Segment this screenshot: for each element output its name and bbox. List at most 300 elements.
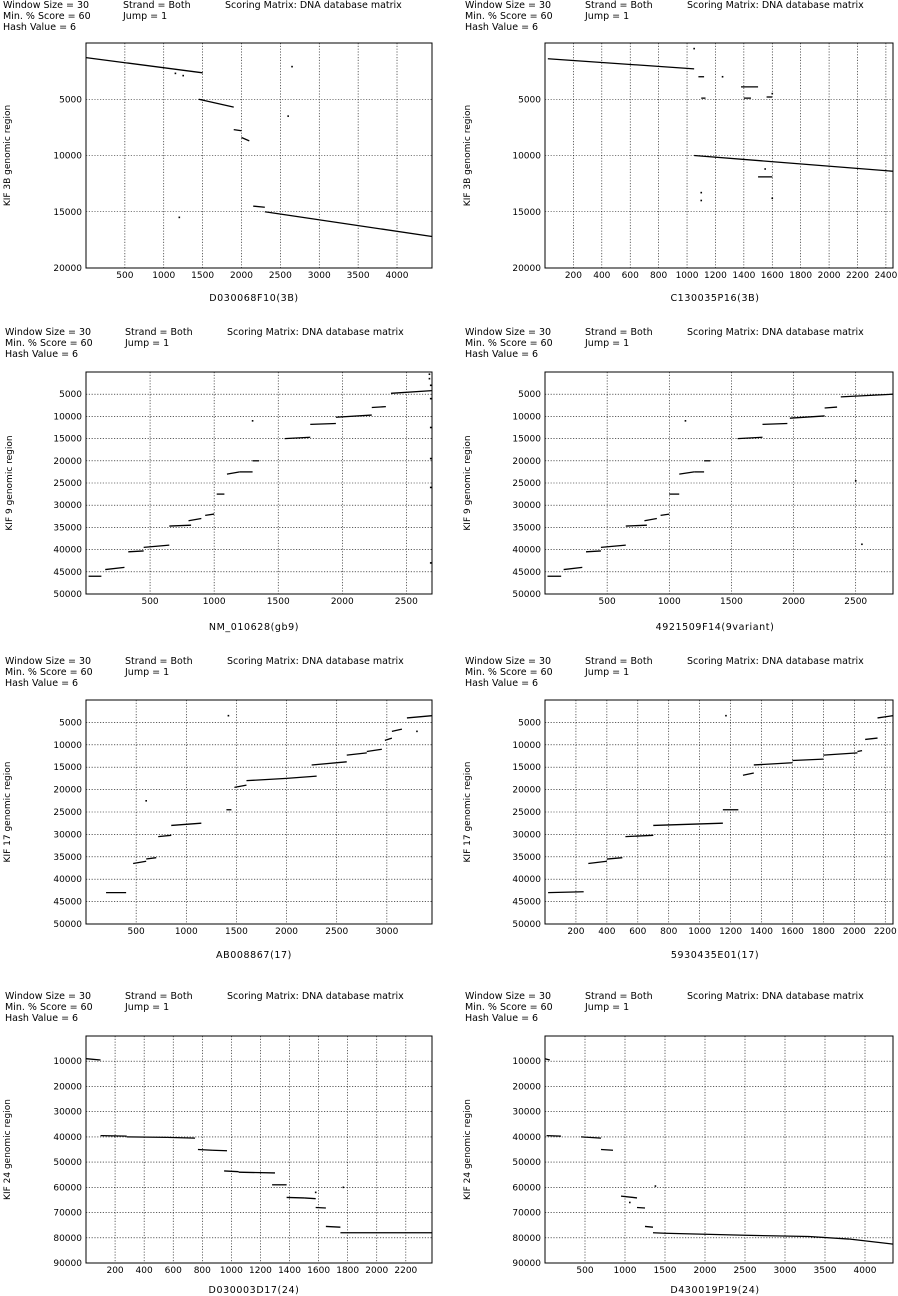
y-tick-label: 15000 bbox=[512, 763, 541, 774]
x-tick-label: 1000 bbox=[202, 597, 226, 607]
x-tick-label: 1500 bbox=[191, 271, 215, 281]
x-tick-label: 500 bbox=[141, 597, 159, 607]
x-tick-label: 1600 bbox=[781, 927, 804, 937]
y-tick-label: 40000 bbox=[512, 875, 541, 886]
match-segment bbox=[545, 1059, 550, 1060]
match-segment bbox=[101, 1136, 127, 1137]
header-window-size: Window Size = 30 bbox=[5, 327, 92, 338]
match-segment bbox=[823, 753, 857, 755]
match-segment bbox=[792, 759, 823, 760]
header-jump: Jump = 1 bbox=[585, 1002, 630, 1013]
header-min-score: Min. % Score = 60 bbox=[465, 11, 553, 22]
x-tick-label: 2400 bbox=[874, 271, 898, 281]
y-tick-label: 40000 bbox=[53, 545, 82, 556]
match-segment bbox=[849, 1239, 893, 1244]
x-tick-label: 1500 bbox=[224, 927, 248, 937]
x-tick-label: 2000 bbox=[275, 927, 299, 937]
match-segment bbox=[146, 858, 156, 859]
x-tick-label: 2200 bbox=[846, 271, 869, 281]
match-dot bbox=[228, 715, 230, 717]
match-dot bbox=[182, 75, 184, 77]
x-tick-label: 1400 bbox=[278, 1266, 301, 1276]
match-segment bbox=[644, 519, 656, 521]
x-tick-label: 1200 bbox=[719, 927, 743, 937]
x-tick-label: 1400 bbox=[732, 271, 756, 281]
header-strand: Strand = Both bbox=[125, 991, 193, 1002]
header-jump: Jump = 1 bbox=[585, 338, 630, 349]
header-hash-value: Hash Value = 6 bbox=[5, 678, 79, 689]
match-dot bbox=[861, 543, 863, 545]
y-axis-title: KIF 17 genomic region bbox=[3, 761, 13, 863]
match-segment bbox=[637, 1208, 645, 1209]
y-axis-title: KIF 24 genomic region bbox=[3, 1099, 13, 1200]
match-segment bbox=[133, 861, 146, 863]
y-tick-label: 15000 bbox=[53, 763, 82, 774]
match-segment bbox=[158, 835, 171, 836]
match-segment bbox=[547, 1136, 561, 1137]
x-tick-label: 1600 bbox=[307, 1266, 331, 1276]
x-tick-label: 1000 bbox=[657, 597, 681, 607]
dotplot-panel bbox=[3, 0, 432, 304]
header-jump: Jump = 1 bbox=[123, 11, 168, 22]
match-dot bbox=[287, 115, 289, 117]
match-segment bbox=[392, 729, 402, 731]
match-segment bbox=[754, 763, 793, 765]
y-tick-label: 5000 bbox=[518, 718, 541, 729]
y-tick-label: 25000 bbox=[512, 479, 541, 489]
x-tick-label: 2500 bbox=[844, 597, 868, 607]
header-scoring-matrix: Scoring Matrix: DNA database matrix bbox=[687, 327, 864, 338]
y-axis-title: KIF 9 genomic region bbox=[5, 435, 15, 531]
match-dot bbox=[700, 200, 702, 202]
x-tick-label: 1600 bbox=[760, 271, 784, 281]
x-tick-label: 600 bbox=[621, 271, 639, 281]
x-tick-label: 800 bbox=[650, 271, 668, 281]
match-dot bbox=[430, 458, 432, 460]
match-segment bbox=[407, 716, 432, 718]
match-dot bbox=[343, 1187, 345, 1189]
match-segment bbox=[548, 892, 584, 893]
y-tick-label: 5000 bbox=[518, 95, 541, 106]
x-tick-label: 1800 bbox=[811, 927, 835, 937]
match-segment bbox=[586, 551, 601, 552]
y-axis-title: KIF 17 genomic region bbox=[463, 761, 473, 863]
y-tick-label: 5000 bbox=[518, 390, 541, 401]
header-window-size: Window Size = 30 bbox=[465, 991, 552, 1002]
y-tick-label: 20000 bbox=[512, 785, 541, 796]
header-hash-value: Hash Value = 6 bbox=[465, 678, 539, 689]
x-tick-label: 1200 bbox=[703, 271, 727, 281]
header-window-size: Window Size = 30 bbox=[465, 656, 552, 667]
x-tick-label: 200 bbox=[564, 271, 583, 281]
match-segment bbox=[199, 99, 234, 107]
match-segment bbox=[239, 1172, 275, 1173]
x-tick-label: 400 bbox=[598, 927, 616, 937]
match-segment bbox=[745, 1235, 809, 1236]
match-segment bbox=[679, 472, 694, 474]
header-jump: Jump = 1 bbox=[125, 1002, 170, 1013]
match-segment bbox=[385, 738, 392, 740]
y-tick-label: 10000 bbox=[53, 1057, 82, 1068]
match-dot bbox=[855, 480, 857, 482]
header-min-score: Min. % Score = 60 bbox=[3, 11, 91, 22]
y-tick-label: 80000 bbox=[512, 1233, 541, 1244]
x-axis-title: 4921509F14(9variant) bbox=[655, 622, 775, 633]
match-segment bbox=[607, 858, 622, 859]
dotplot-panel bbox=[5, 327, 432, 633]
match-dot bbox=[315, 1192, 317, 1194]
match-segment bbox=[601, 1150, 613, 1151]
y-tick-label: 70000 bbox=[512, 1208, 541, 1219]
y-tick-label: 50000 bbox=[512, 590, 541, 600]
x-tick-label: 2000 bbox=[330, 597, 354, 607]
x-tick-label: 1800 bbox=[789, 271, 813, 281]
y-tick-label: 45000 bbox=[53, 897, 82, 908]
match-segment bbox=[205, 514, 214, 515]
x-tick-label: 800 bbox=[660, 927, 678, 937]
y-tick-label: 20000 bbox=[512, 1082, 541, 1093]
header-window-size: Window Size = 30 bbox=[5, 991, 92, 1002]
y-tick-label: 50000 bbox=[53, 920, 82, 930]
y-tick-label: 5000 bbox=[59, 95, 82, 106]
x-axis-title: D430019P19(24) bbox=[670, 1285, 760, 1296]
x-tick-label: 2500 bbox=[325, 927, 349, 937]
x-tick-label: 2000 bbox=[693, 1266, 717, 1276]
match-dot bbox=[771, 93, 773, 95]
y-tick-label: 5000 bbox=[59, 718, 82, 729]
plot-frame bbox=[86, 1036, 432, 1263]
y-tick-label: 30000 bbox=[512, 1107, 541, 1118]
y-tick-label: 20000 bbox=[53, 785, 82, 796]
x-tick-label: 1000 bbox=[174, 927, 198, 937]
header-min-score: Min. % Score = 60 bbox=[465, 667, 553, 678]
header-min-score: Min. % Score = 60 bbox=[5, 338, 93, 349]
y-tick-label: 25000 bbox=[53, 808, 82, 818]
x-axis-title: 5930435E01(17) bbox=[670, 950, 760, 961]
match-dot bbox=[430, 398, 432, 400]
y-tick-label: 40000 bbox=[512, 545, 541, 556]
x-tick-label: 500 bbox=[116, 271, 134, 281]
match-segment bbox=[621, 1196, 633, 1197]
y-tick-label: 80000 bbox=[53, 1233, 82, 1244]
x-tick-label: 3500 bbox=[813, 1266, 837, 1276]
y-tick-label: 15000 bbox=[512, 434, 541, 445]
header-window-size: Window Size = 30 bbox=[5, 656, 92, 667]
x-tick-label: 2000 bbox=[817, 271, 841, 281]
match-segment bbox=[694, 156, 893, 172]
x-tick-label: 1000 bbox=[613, 1266, 637, 1276]
header-scoring-matrix: Scoring Matrix: DNA database matrix bbox=[687, 656, 864, 667]
dotplot-panel bbox=[463, 0, 898, 304]
match-segment bbox=[347, 753, 367, 755]
x-tick-label: 500 bbox=[127, 927, 145, 937]
match-segment bbox=[128, 551, 143, 552]
match-segment bbox=[287, 1197, 304, 1198]
header-strand: Strand = Both bbox=[585, 656, 653, 667]
header-hash-value: Hash Value = 6 bbox=[5, 349, 79, 360]
header-hash-value: Hash Value = 6 bbox=[465, 349, 539, 360]
header-window-size: Window Size = 30 bbox=[465, 0, 552, 11]
y-axis-title: KIF 3B genomic region bbox=[3, 104, 13, 207]
x-tick-label: 2500 bbox=[268, 271, 292, 281]
y-tick-label: 5000 bbox=[59, 390, 82, 401]
x-tick-label: 3000 bbox=[773, 1266, 797, 1276]
match-segment bbox=[625, 835, 653, 836]
match-segment bbox=[265, 212, 432, 237]
match-segment bbox=[144, 545, 170, 547]
x-axis-title: AB008867(17) bbox=[216, 950, 292, 961]
header-scoring-matrix: Scoring Matrix: DNA database matrix bbox=[687, 991, 864, 1002]
match-segment bbox=[234, 785, 246, 787]
match-segment bbox=[372, 407, 386, 408]
y-tick-label: 25000 bbox=[512, 808, 541, 818]
header-hash-value: Hash Value = 6 bbox=[5, 1013, 79, 1024]
match-dot bbox=[430, 385, 432, 387]
y-tick-label: 30000 bbox=[53, 501, 82, 512]
match-segment bbox=[645, 1226, 653, 1227]
match-segment bbox=[212, 1150, 227, 1151]
y-tick-label: 30000 bbox=[53, 1107, 82, 1118]
y-tick-label: 10000 bbox=[53, 412, 82, 423]
header-scoring-matrix: Scoring Matrix: DNA database matrix bbox=[227, 327, 404, 338]
header-window-size: Window Size = 30 bbox=[3, 0, 90, 11]
match-segment bbox=[588, 861, 607, 863]
x-axis-title: D030003D17(24) bbox=[208, 1285, 300, 1296]
plot-frame bbox=[545, 1036, 893, 1263]
y-tick-label: 30000 bbox=[53, 830, 82, 841]
y-tick-label: 10000 bbox=[512, 1057, 541, 1068]
x-tick-label: 200 bbox=[106, 1266, 124, 1276]
match-segment bbox=[865, 738, 877, 739]
header-strand: Strand = Both bbox=[123, 0, 191, 11]
x-tick-label: 200 bbox=[567, 927, 585, 937]
header-jump: Jump = 1 bbox=[125, 338, 170, 349]
header-jump: Jump = 1 bbox=[585, 667, 630, 678]
x-axis-title: D030068F10(3B) bbox=[209, 293, 299, 304]
match-segment bbox=[367, 749, 382, 751]
y-tick-label: 50000 bbox=[512, 920, 541, 930]
header-min-score: Min. % Score = 60 bbox=[5, 667, 93, 678]
y-tick-label: 15000 bbox=[53, 434, 82, 445]
x-tick-label: 1400 bbox=[750, 927, 773, 937]
match-segment bbox=[198, 1150, 213, 1151]
match-dot bbox=[430, 487, 432, 489]
header-strand: Strand = Both bbox=[585, 0, 653, 11]
x-axis-title: C130035P16(3B) bbox=[670, 293, 760, 304]
header-strand: Strand = Both bbox=[125, 327, 193, 338]
match-dot bbox=[655, 1185, 657, 1187]
x-tick-label: 1200 bbox=[249, 1266, 272, 1276]
x-tick-label: 1000 bbox=[675, 271, 699, 281]
match-segment bbox=[391, 391, 432, 394]
y-tick-label: 35000 bbox=[53, 852, 82, 863]
y-tick-label: 25000 bbox=[53, 479, 82, 489]
x-tick-label: 2000 bbox=[365, 1266, 389, 1276]
match-dot bbox=[175, 73, 177, 75]
match-dot bbox=[693, 48, 695, 50]
y-tick-label: 45000 bbox=[512, 897, 541, 908]
match-segment bbox=[841, 394, 893, 397]
match-dot bbox=[764, 168, 766, 170]
y-axis-title: KIF 3B genomic region bbox=[463, 104, 473, 207]
match-segment bbox=[661, 514, 670, 515]
x-tick-label: 1500 bbox=[653, 1266, 677, 1276]
y-tick-label: 20000 bbox=[512, 264, 541, 274]
y-tick-label: 15000 bbox=[512, 207, 541, 218]
x-tick-label: 600 bbox=[629, 927, 647, 937]
match-segment bbox=[224, 1171, 239, 1172]
dotplot-panel bbox=[463, 327, 893, 633]
header-hash-value: Hash Value = 6 bbox=[465, 22, 539, 33]
header-strand: Strand = Both bbox=[585, 327, 653, 338]
match-segment bbox=[581, 1137, 601, 1138]
x-tick-label: 2200 bbox=[873, 927, 897, 937]
match-dot bbox=[291, 66, 293, 68]
x-tick-label: 800 bbox=[193, 1266, 211, 1276]
y-tick-label: 10000 bbox=[53, 740, 82, 751]
match-segment bbox=[105, 567, 124, 569]
match-dot bbox=[429, 378, 431, 380]
x-tick-label: 500 bbox=[598, 597, 616, 607]
match-dot bbox=[429, 373, 431, 375]
dotplot-panel bbox=[463, 656, 897, 961]
y-tick-label: 50000 bbox=[53, 1158, 82, 1169]
match-segment bbox=[86, 58, 203, 73]
match-segment bbox=[316, 1208, 326, 1209]
match-segment bbox=[763, 424, 788, 425]
dotplot-panel bbox=[463, 991, 893, 1296]
y-axis-title: KIF 24 genomic region bbox=[463, 1099, 473, 1200]
match-segment bbox=[626, 525, 647, 526]
x-tick-label: 3500 bbox=[346, 271, 370, 281]
x-tick-label: 3000 bbox=[307, 271, 331, 281]
match-segment bbox=[234, 130, 242, 131]
match-dot bbox=[252, 420, 254, 422]
match-segment bbox=[86, 1059, 101, 1060]
y-tick-label: 10000 bbox=[512, 412, 541, 423]
x-tick-label: 1500 bbox=[266, 597, 290, 607]
header-window-size: Window Size = 30 bbox=[465, 327, 552, 338]
x-tick-label: 1500 bbox=[719, 597, 743, 607]
x-tick-label: 2500 bbox=[394, 597, 418, 607]
y-tick-label: 45000 bbox=[512, 567, 541, 578]
y-tick-label: 60000 bbox=[53, 1183, 82, 1194]
y-tick-label: 35000 bbox=[53, 523, 82, 534]
x-axis-title: NM_010628(gb9) bbox=[208, 622, 300, 633]
header-min-score: Min. % Score = 60 bbox=[465, 338, 553, 349]
y-tick-label: 90000 bbox=[53, 1259, 82, 1269]
match-segment bbox=[601, 545, 626, 547]
dotplot-panel bbox=[3, 991, 432, 1296]
y-tick-label: 70000 bbox=[53, 1208, 82, 1219]
x-tick-label: 2000 bbox=[842, 927, 866, 937]
match-dot bbox=[430, 562, 432, 564]
match-dot bbox=[416, 731, 418, 733]
x-tick-label: 400 bbox=[593, 271, 611, 281]
y-tick-label: 20000 bbox=[53, 264, 82, 274]
match-segment bbox=[304, 1198, 316, 1199]
header-scoring-matrix: Scoring Matrix: DNA database matrix bbox=[227, 656, 404, 667]
x-tick-label: 1000 bbox=[152, 271, 176, 281]
match-segment bbox=[857, 751, 862, 752]
y-tick-label: 10000 bbox=[512, 151, 541, 162]
x-tick-label: 1800 bbox=[336, 1266, 360, 1276]
y-tick-label: 50000 bbox=[53, 590, 82, 600]
match-segment bbox=[127, 1137, 168, 1138]
header-scoring-matrix: Scoring Matrix: DNA database matrix bbox=[227, 991, 404, 1002]
x-tick-label: 2000 bbox=[782, 597, 806, 607]
match-segment bbox=[189, 519, 202, 521]
header-hash-value: Hash Value = 6 bbox=[3, 22, 77, 33]
y-tick-label: 50000 bbox=[512, 1158, 541, 1169]
match-segment bbox=[242, 138, 250, 141]
x-tick-label: 600 bbox=[164, 1266, 182, 1276]
y-tick-label: 60000 bbox=[512, 1183, 541, 1194]
x-tick-label: 2500 bbox=[733, 1266, 757, 1276]
match-segment bbox=[312, 762, 347, 765]
dotplot-panel bbox=[3, 656, 432, 961]
match-dot bbox=[145, 800, 147, 802]
y-tick-label: 20000 bbox=[512, 456, 541, 467]
match-dot bbox=[700, 192, 702, 194]
x-tick-label: 400 bbox=[135, 1266, 153, 1276]
x-tick-label: 4000 bbox=[385, 271, 409, 281]
match-segment bbox=[167, 1137, 195, 1138]
match-segment bbox=[310, 424, 336, 425]
match-dot bbox=[722, 76, 724, 78]
header-hash-value: Hash Value = 6 bbox=[465, 1013, 539, 1024]
match-segment bbox=[633, 1197, 637, 1198]
match-segment bbox=[326, 1226, 341, 1227]
match-dot bbox=[629, 1202, 631, 1204]
y-tick-label: 90000 bbox=[512, 1259, 541, 1269]
x-tick-label: 1000 bbox=[219, 1266, 243, 1276]
match-segment bbox=[548, 59, 694, 69]
y-tick-label: 15000 bbox=[53, 207, 82, 218]
header-scoring-matrix: Scoring Matrix: DNA database matrix bbox=[225, 0, 402, 11]
header-min-score: Min. % Score = 60 bbox=[5, 1002, 93, 1013]
y-tick-label: 35000 bbox=[512, 852, 541, 863]
y-tick-label: 10000 bbox=[512, 740, 541, 751]
match-segment bbox=[825, 407, 837, 408]
y-tick-label: 40000 bbox=[53, 875, 82, 886]
match-segment bbox=[743, 773, 754, 775]
y-tick-label: 30000 bbox=[512, 830, 541, 841]
header-strand: Strand = Both bbox=[585, 991, 653, 1002]
match-dot bbox=[725, 715, 727, 717]
match-dot bbox=[430, 427, 432, 429]
header-strand: Strand = Both bbox=[125, 656, 193, 667]
y-tick-label: 10000 bbox=[53, 151, 82, 162]
match-segment bbox=[246, 778, 286, 780]
match-segment bbox=[564, 567, 583, 569]
match-dot bbox=[685, 420, 687, 422]
y-tick-label: 45000 bbox=[53, 567, 82, 578]
y-tick-label: 35000 bbox=[512, 523, 541, 534]
x-tick-label: 2200 bbox=[394, 1266, 418, 1276]
x-tick-label: 3000 bbox=[375, 927, 399, 937]
match-segment bbox=[227, 472, 240, 474]
x-tick-label: 4000 bbox=[853, 1266, 877, 1276]
header-jump: Jump = 1 bbox=[585, 11, 630, 22]
header-scoring-matrix: Scoring Matrix: DNA database matrix bbox=[687, 0, 864, 11]
match-segment bbox=[287, 776, 317, 778]
x-tick-label: 2000 bbox=[230, 271, 253, 281]
match-segment bbox=[169, 525, 191, 526]
match-segment bbox=[653, 1233, 665, 1234]
match-segment bbox=[253, 206, 265, 207]
header-jump: Jump = 1 bbox=[125, 667, 170, 678]
